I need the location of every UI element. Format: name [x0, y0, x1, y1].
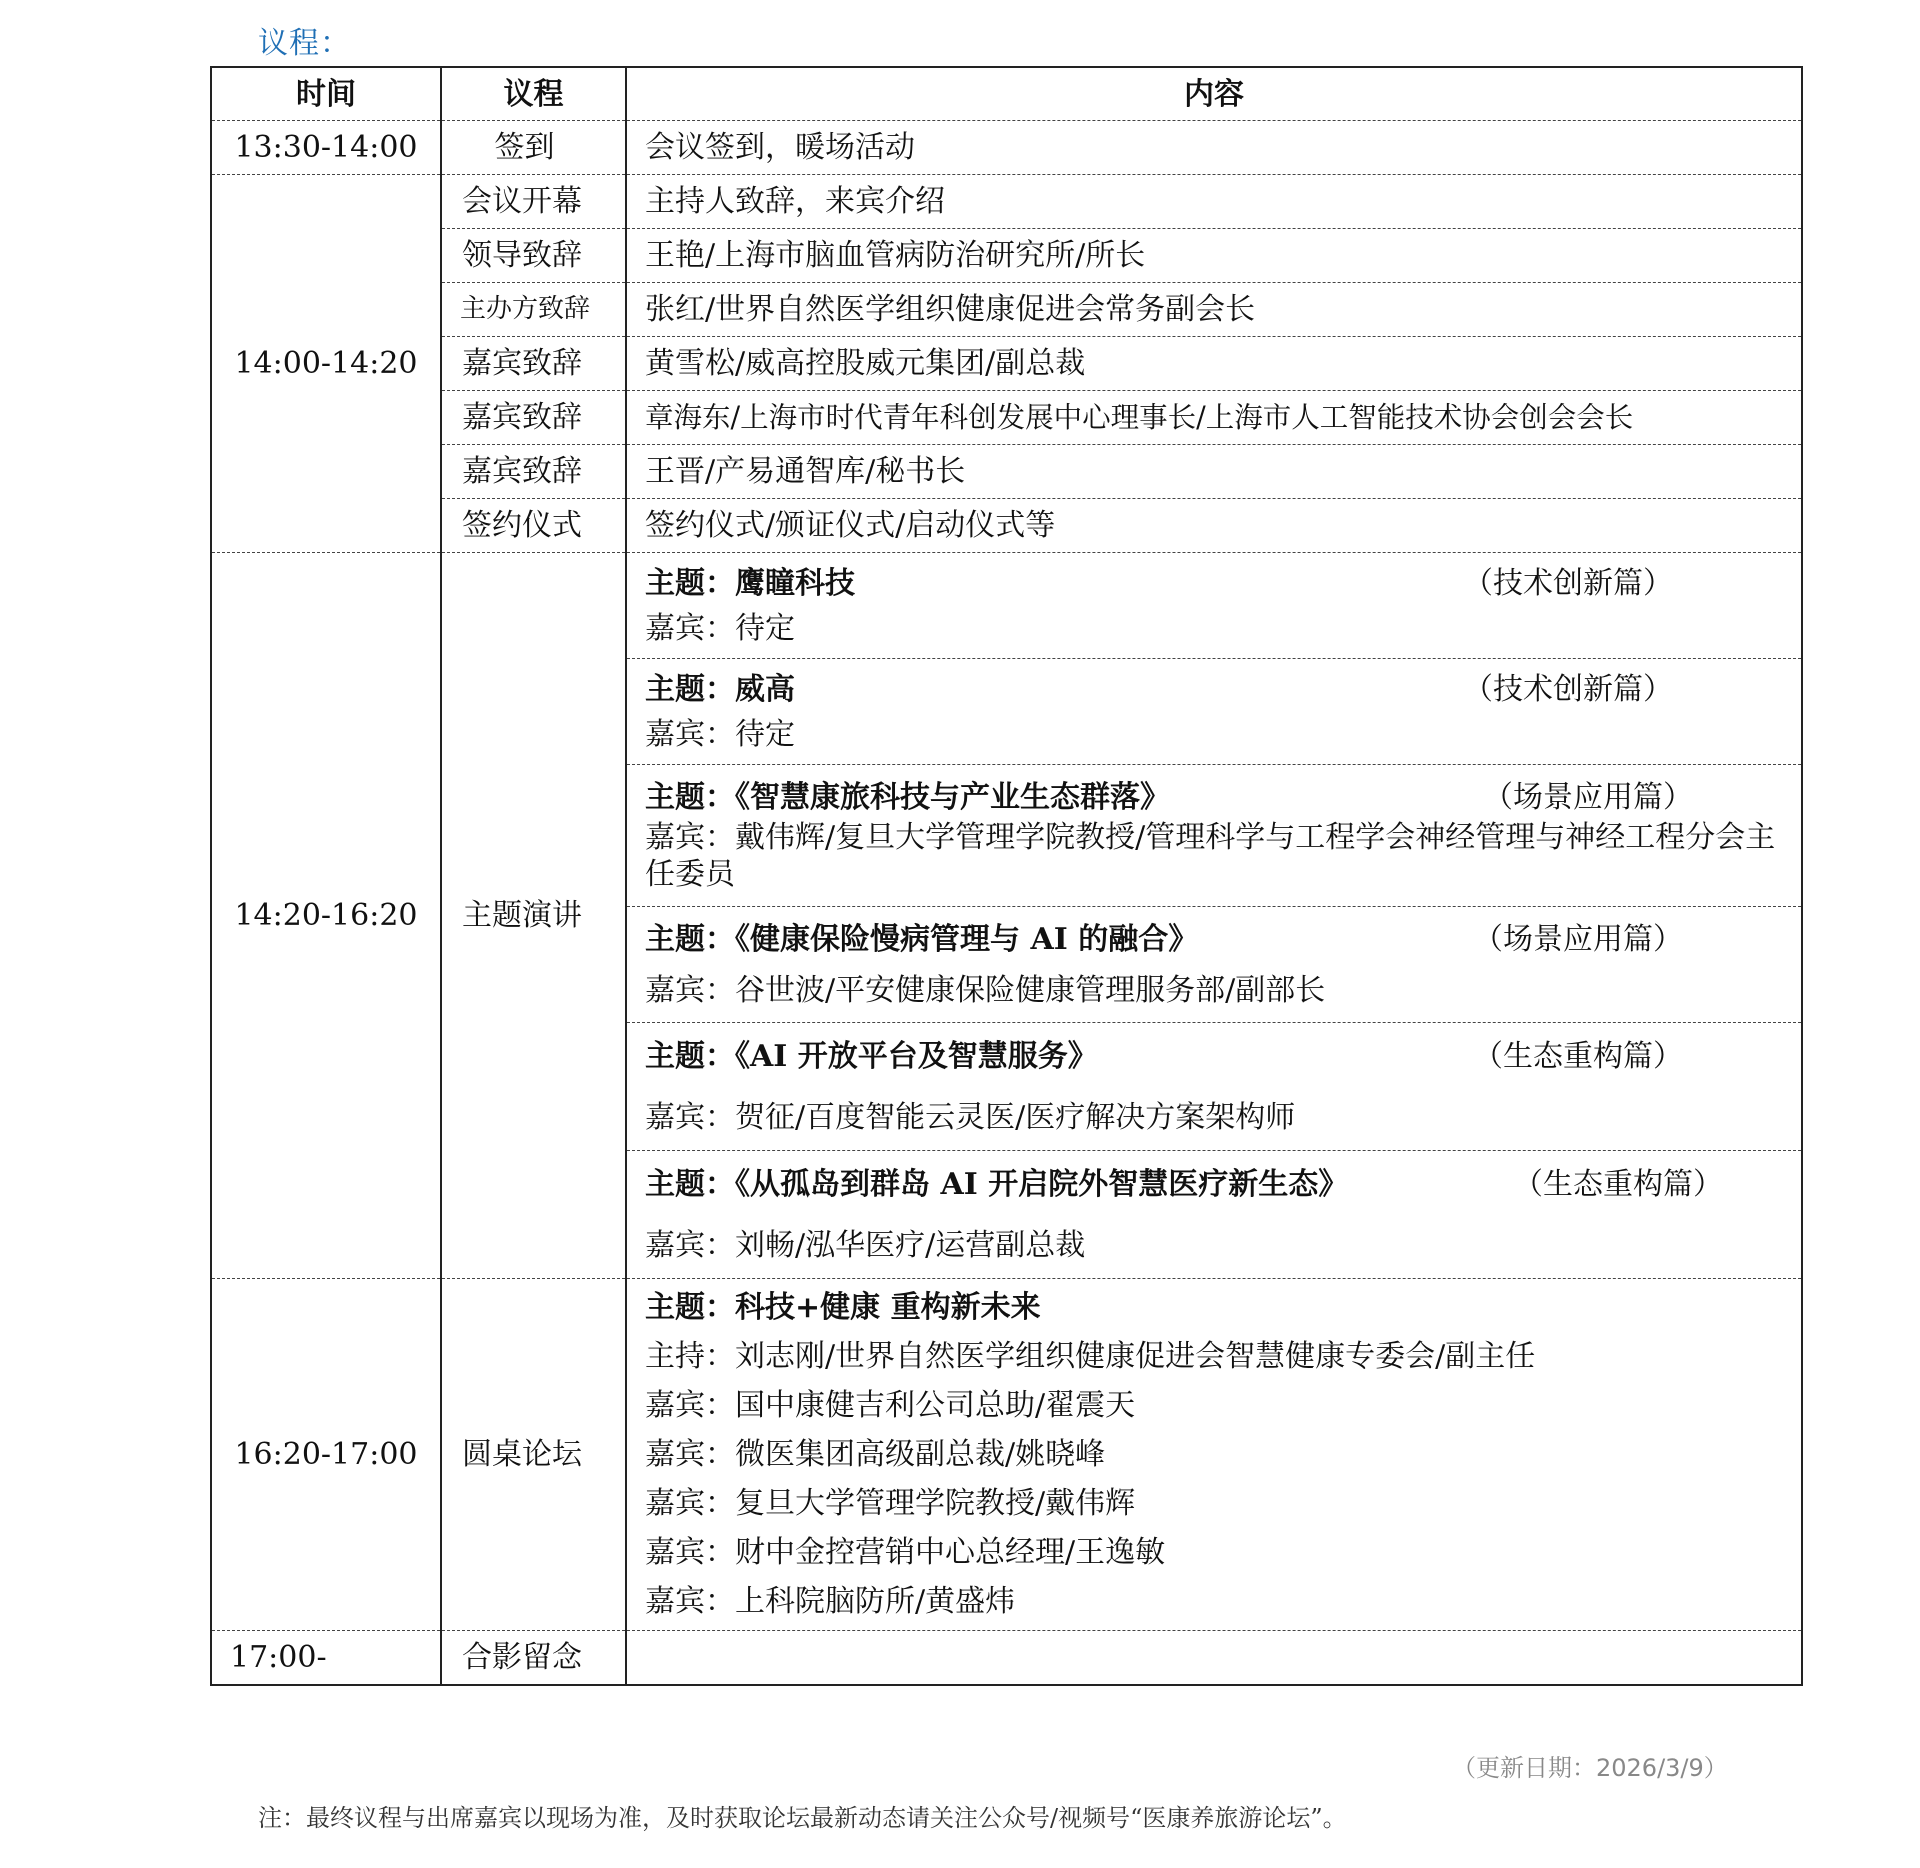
- roundtable-guest: 嘉宾：微医集团高级副总裁/姚晓峰: [645, 1437, 1106, 1472]
- talk-title: 主题：《从孤岛到群岛 AI 开启院外智慧医疗新生态》: [645, 1166, 1349, 1202]
- header-item: 议程: [441, 67, 626, 121]
- table-header-row: [211, 67, 1802, 121]
- table-row: [211, 337, 1802, 391]
- talk-category: （技术创新篇）: [1463, 565, 1673, 601]
- talk-category: （技术创新篇）: [1463, 671, 1673, 707]
- footnote: 注：最终议程与出席嘉宾以现场为准，及时获取论坛最新动态请关注公众号/视频号“医康养旅游论坛”。: [258, 1804, 1347, 1832]
- update-date: （更新日期：2026/3/9）: [1452, 1754, 1728, 1782]
- table-row: [211, 391, 1802, 445]
- content-cell: 章海东/上海市时代青年科创发展中心理事长/上海市人工智能技术协会创会会长: [626, 391, 1802, 445]
- talk-title: 主题：威高: [645, 671, 795, 707]
- roundtable-guest: 嘉宾：复旦大学管理学院教授/戴伟辉: [645, 1486, 1136, 1521]
- talk-title: 主题：鹰瞳科技: [645, 565, 855, 601]
- talk-guest: 嘉宾：谷世波/平安健康保险健康管理服务部/副部长: [645, 972, 1326, 1008]
- roundtable-topic: 主题：科技+健康 重构新未来: [645, 1290, 1041, 1325]
- item-cell: 圆桌论坛: [441, 1279, 626, 1631]
- table-row: [211, 1631, 1802, 1685]
- talk-cell: [626, 765, 1802, 907]
- roundtable-host: 主持：刘志刚/世界自然医学组织健康促进会智慧健康专委会/副主任: [645, 1339, 1536, 1374]
- item-cell: 主办方致辞: [441, 283, 626, 337]
- item-cell: 签到: [441, 121, 626, 175]
- talk-cell: [626, 659, 1802, 765]
- talk-cell: [626, 1151, 1802, 1279]
- agenda-heading: 议程：: [258, 26, 351, 61]
- time-cell: 17:00-: [211, 1631, 441, 1685]
- talk-category: （生态重构篇）: [1473, 1038, 1683, 1074]
- content-cell: 主持人致辞，来宾介绍: [626, 175, 1802, 229]
- content-cell: 张红/世界自然医学组织健康促进会常务副会长: [626, 283, 1802, 337]
- item-cell: 嘉宾致辞: [441, 391, 626, 445]
- time-cell: 16:20-17:00: [211, 1279, 441, 1631]
- talk-topic: [645, 1037, 1783, 1076]
- table-row: [211, 553, 1802, 659]
- table-row: [211, 121, 1802, 175]
- table-row: [211, 1279, 1802, 1631]
- roundtable-guest: 嘉宾：国中康健吉利公司总助/翟震天: [645, 1388, 1136, 1423]
- talk-title: 主题：《AI 开放平台及智慧服务》: [645, 1038, 1098, 1074]
- talk-title: 主题：《健康保险慢病管理与 AI 的融合》: [645, 921, 1199, 957]
- roundtable-guest: 嘉宾：财中金控营销中心总经理/王逸敏: [645, 1535, 1166, 1570]
- talk-category: （场景应用篇）: [1483, 779, 1693, 815]
- item-cell: 嘉宾致辞: [441, 337, 626, 391]
- talk-topic: [645, 920, 1783, 959]
- table-row: [211, 499, 1802, 553]
- item-cell: 嘉宾致辞: [441, 445, 626, 499]
- talk-guest: 嘉宾：待定: [645, 716, 795, 752]
- talk-guest: 嘉宾：刘畅/泓华医疗/运营副总裁: [645, 1227, 1086, 1263]
- table-row: [211, 175, 1802, 229]
- item-cell: 会议开幕: [441, 175, 626, 229]
- item-cell: 主题演讲: [441, 553, 626, 1279]
- content-cell: 签约仪式/颁证仪式/启动仪式等: [626, 499, 1802, 553]
- content-cell: 会议签到，暖场活动: [626, 121, 1802, 175]
- item-cell: 领导致辞: [441, 229, 626, 283]
- table-row: [211, 445, 1802, 499]
- roundtable-guest: 嘉宾：上科院脑防所/黄盛炜: [645, 1584, 1016, 1619]
- talk-topic: [645, 564, 1783, 603]
- talk-guest: 嘉宾：戴伟辉/复旦大学管理学院教授/管理科学与工程学会神经管理与神经工程分会主任委员: [645, 819, 1776, 892]
- agenda-table: [210, 66, 1803, 1686]
- talk-guest: 嘉宾：待定: [645, 610, 795, 646]
- item-cell: 合影留念: [441, 1631, 626, 1685]
- header-time: 时间: [211, 67, 441, 121]
- talk-topic: [645, 670, 1783, 709]
- talk-guest: 嘉宾：贺征/百度智能云灵医/医疗解决方案架构师: [645, 1099, 1296, 1135]
- content-cell: 黄雪松/威高控股威元集团/副总裁: [626, 337, 1802, 391]
- content-cell: 王晋/产易通智库/秘书长: [626, 445, 1802, 499]
- talk-cell: [626, 1023, 1802, 1151]
- content-cell: [626, 1631, 1802, 1685]
- table-row: [211, 229, 1802, 283]
- talk-category: （场景应用篇）: [1473, 921, 1683, 957]
- talk-topic: [645, 1165, 1783, 1204]
- time-cell: 14:20-16:20: [211, 553, 441, 1279]
- talk-topic: [645, 778, 1783, 817]
- talk-cell: [626, 907, 1802, 1023]
- header-content: 内容: [626, 67, 1802, 121]
- roundtable-cell: [626, 1279, 1802, 1631]
- talk-category: （生态重构篇）: [1513, 1166, 1723, 1202]
- time-cell: 13:30-14:00: [211, 121, 441, 175]
- item-cell: 签约仪式: [441, 499, 626, 553]
- content-cell: 王艳/上海市脑血管病防治研究所/所长: [626, 229, 1802, 283]
- table-row: [211, 283, 1802, 337]
- time-cell: 14:00-14:20: [211, 175, 441, 553]
- talk-title: 主题：《智慧康旅科技与产业生态群落》: [645, 779, 1170, 815]
- talk-cell: [626, 553, 1802, 659]
